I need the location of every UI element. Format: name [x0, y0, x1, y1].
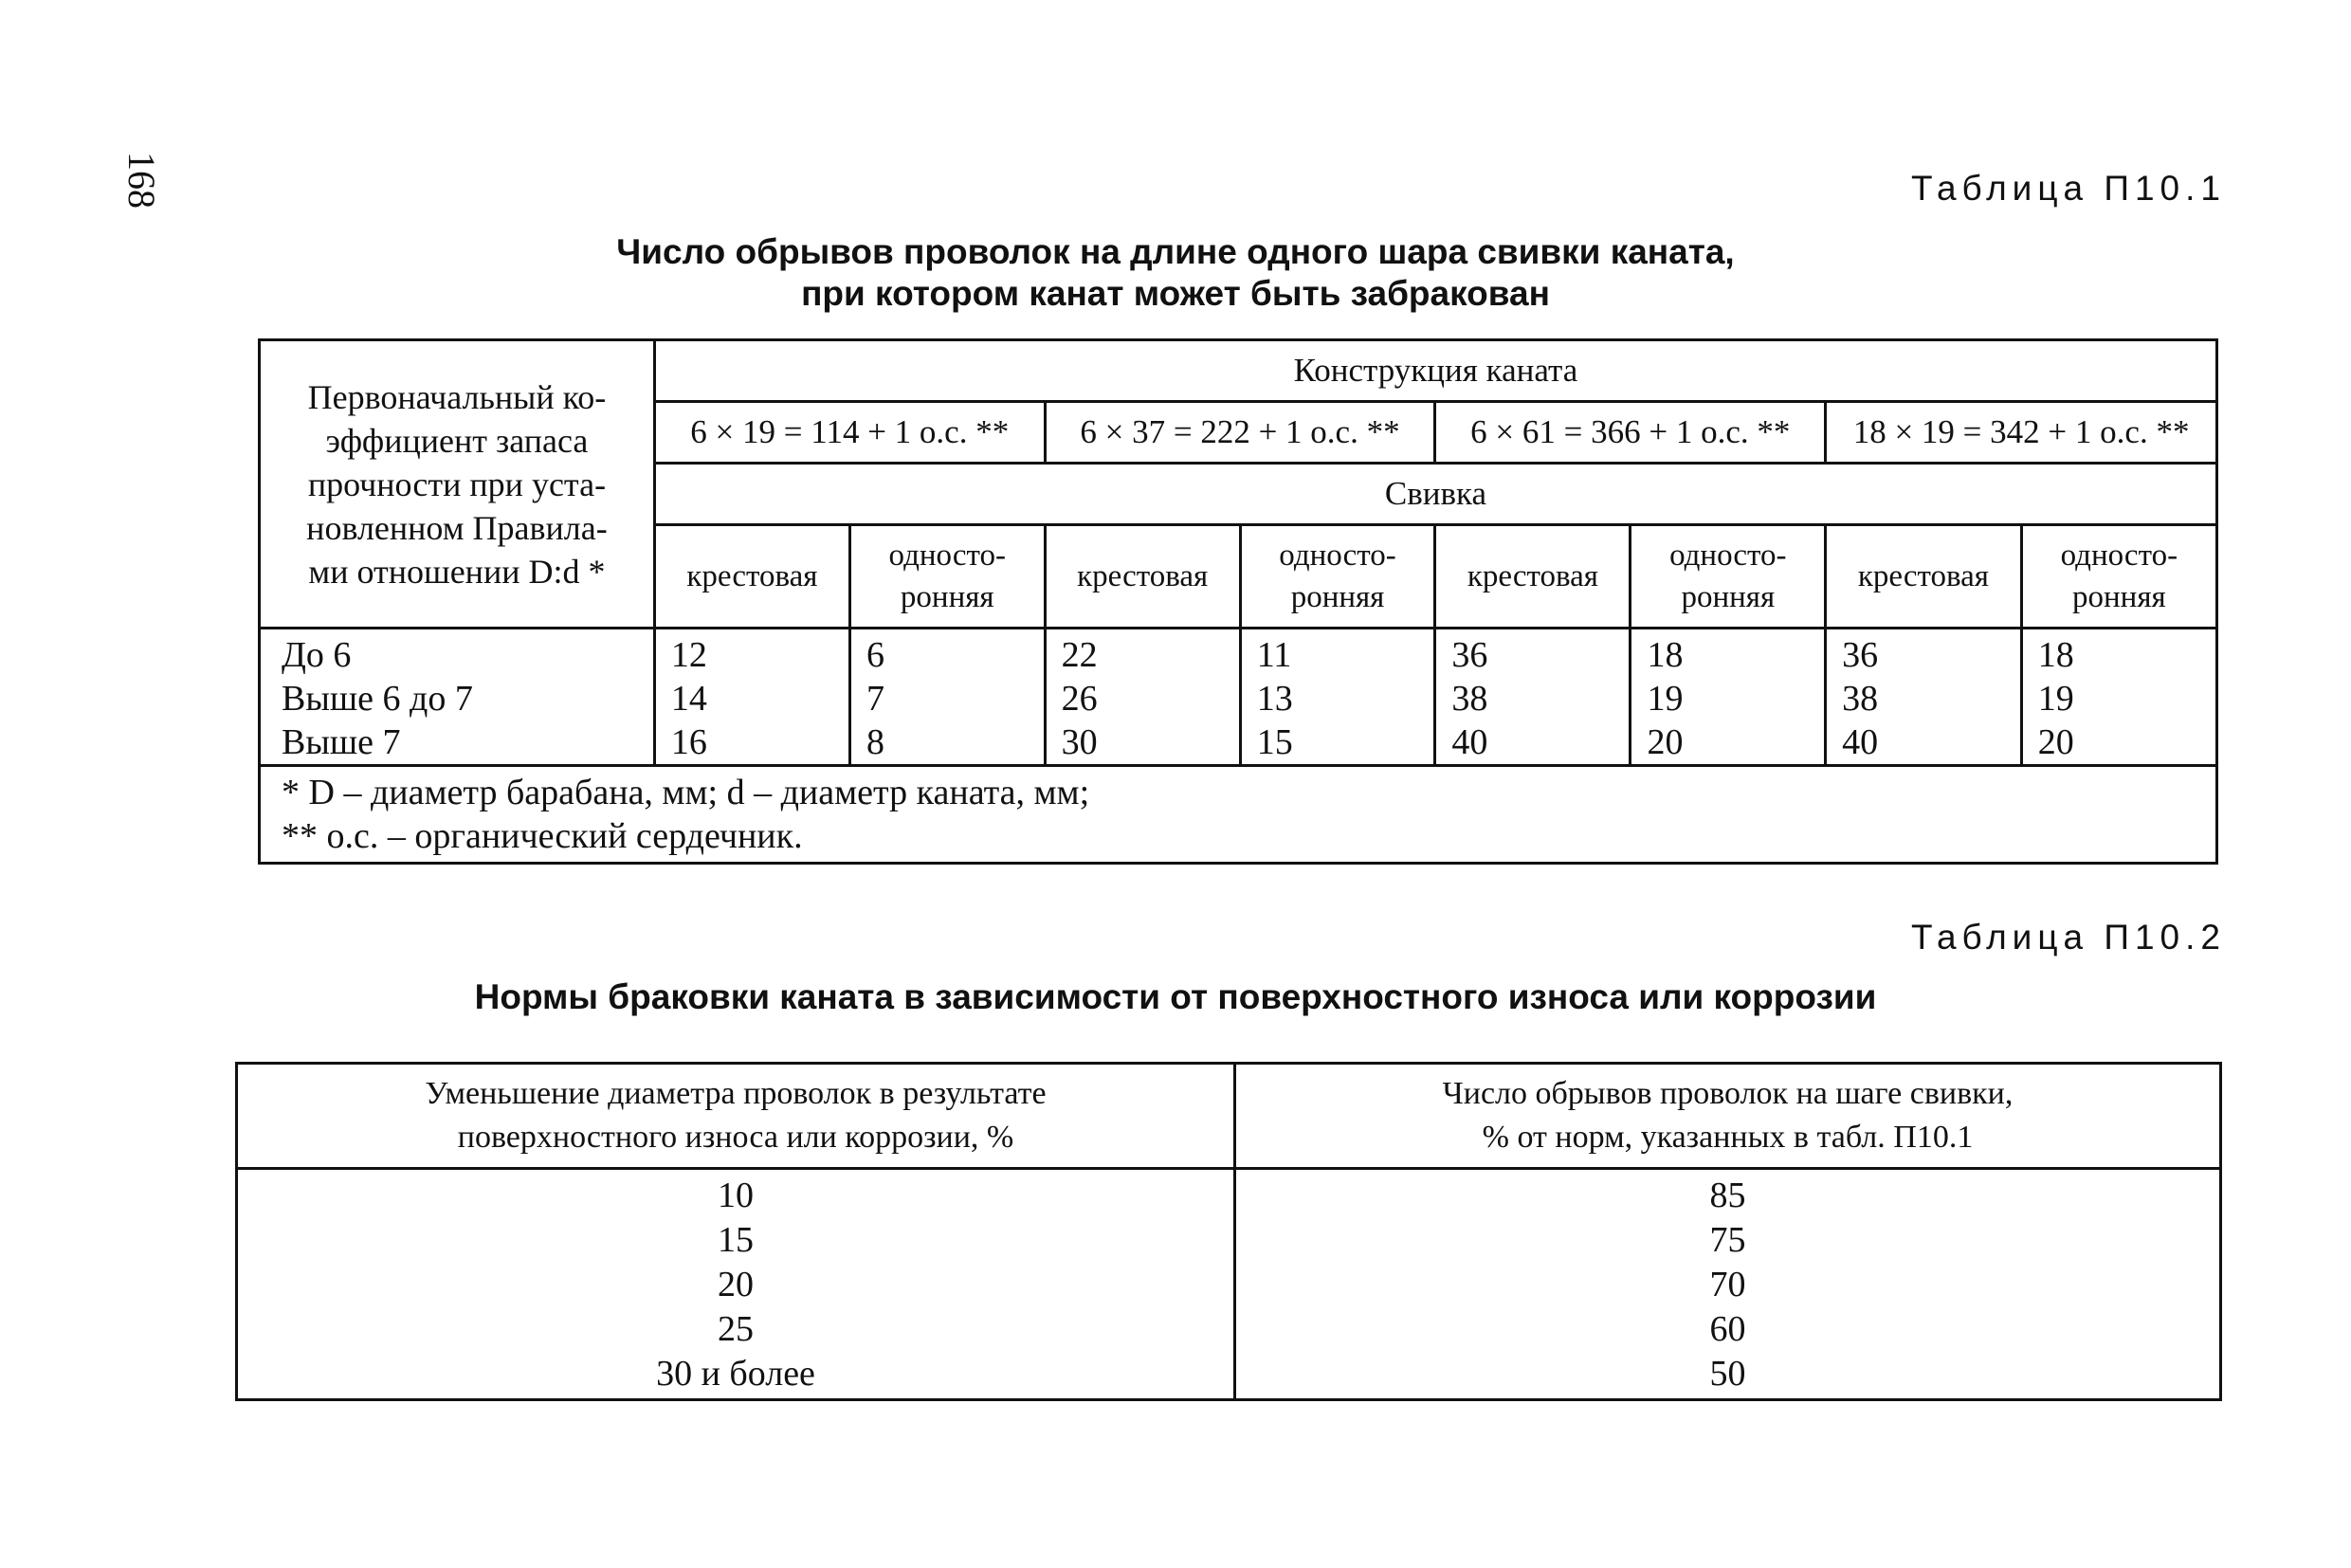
twist-type-header	[1045, 525, 1240, 629]
value: 36	[1842, 635, 1879, 675]
table1-caption: Таблица П10.1	[1911, 169, 2226, 208]
page-number: 168	[120, 152, 164, 209]
twist-group-header: Свивка	[654, 464, 2216, 525]
breaks-percent-values	[1235, 1169, 2221, 1400]
value-column	[2021, 629, 2216, 766]
twist-type-line: односто-	[1279, 538, 1396, 573]
twist-type-line: ронняя	[1681, 580, 1776, 614]
value-column	[1435, 629, 1631, 766]
construction-header: 6 × 61 = 366 + 1 о.с. **	[1435, 402, 1826, 464]
row-header-line: ми отношении D:d *	[308, 552, 606, 591]
construction-header: 6 × 19 = 114 + 1 о.с. **	[654, 402, 1045, 464]
value: 18	[2037, 635, 2074, 675]
breaks-percent-header	[1235, 1064, 2221, 1169]
value: 40	[1451, 722, 1488, 762]
value: 20	[718, 1265, 754, 1304]
table1-title-line1: Число обрывов проволок на длине одного шара свивки каната,	[616, 232, 1735, 271]
value: 7	[866, 679, 884, 719]
value: 75	[1709, 1220, 1746, 1260]
diameter-reduction-header	[237, 1064, 1235, 1169]
value: 11	[1256, 635, 1292, 675]
value-column	[1240, 629, 1435, 766]
value-column	[1631, 629, 1826, 766]
diameter-reduction-values	[237, 1169, 1235, 1400]
table1-title	[0, 231, 2351, 315]
value: 20	[1647, 722, 1684, 762]
row-header-line: новленном Правила-	[306, 508, 608, 547]
value-column	[849, 629, 1045, 766]
value: 26	[1061, 679, 1098, 719]
table-body-row	[260, 629, 2217, 766]
twist-type-header	[2021, 525, 2216, 629]
value: 15	[1256, 722, 1293, 762]
table2-title: Нормы браковки каната в зависимости от поверхностного износа или коррозии	[474, 977, 1877, 1016]
row-header-line: Первоначальный ко-	[307, 377, 607, 416]
value: 8	[866, 722, 884, 762]
table-body-row	[237, 1169, 2221, 1400]
header-line: поверхностного износа или коррозии, %	[457, 1120, 1014, 1155]
row-header-cell	[260, 340, 655, 629]
twist-type-header	[1631, 525, 1826, 629]
table-notes	[260, 766, 2217, 864]
row-label: Выше 6 до 7	[282, 679, 473, 719]
twist-type-line: крестовая	[686, 559, 818, 593]
footnote: * D – диаметр барабана, мм; d – диаметр каната, мм;	[282, 773, 1090, 812]
value: 13	[1256, 679, 1293, 719]
row-header-line: эффициент запаса	[325, 421, 589, 460]
value: 10	[718, 1176, 754, 1215]
value: 40	[1842, 722, 1879, 762]
value: 50	[1709, 1354, 1746, 1394]
value-column	[1045, 629, 1240, 766]
twist-type-line: крестовая	[1467, 559, 1598, 593]
wear-norms-table	[235, 1062, 2222, 1401]
row-header-line: прочности при уста-	[307, 465, 607, 503]
twist-type-line: крестовая	[1857, 559, 1989, 593]
twist-type-line: односто-	[2060, 538, 2178, 573]
value: 20	[2037, 722, 2074, 762]
twist-type-line: ронняя	[1290, 580, 1385, 614]
header-line: Число обрывов проволок на шаге свивки,	[1442, 1076, 2014, 1111]
value: 38	[1842, 679, 1879, 719]
twist-type-header	[1826, 525, 2022, 629]
value: 25	[718, 1309, 754, 1349]
value: 30	[1061, 722, 1098, 762]
twist-type-header	[1435, 525, 1631, 629]
table1-title-line2: при котором канат может быть забракован	[801, 274, 1550, 313]
value: 6	[866, 635, 884, 675]
twist-type-line: ронняя	[900, 580, 994, 614]
value: 36	[1451, 635, 1488, 675]
header-line: % от норм, указанных в табл. П10.1	[1482, 1120, 1974, 1155]
header-line: Уменьшение диаметра проволок в результате	[425, 1076, 1047, 1111]
value: 15	[718, 1220, 754, 1260]
value-column	[654, 629, 849, 766]
wire-breaks-table	[258, 338, 2218, 865]
row-label: Выше 7	[282, 722, 401, 762]
twist-type-line: односто-	[888, 538, 1006, 573]
value: 85	[1709, 1176, 1746, 1215]
table2-caption: Таблица П10.2	[1911, 918, 2226, 957]
construction-header: 18 × 19 = 342 + 1 о.с. **	[1826, 402, 2217, 464]
row-label: До 6	[282, 635, 352, 675]
value: 22	[1061, 635, 1098, 675]
footnote: ** о.с. – органический сердечник.	[282, 816, 803, 856]
value: 19	[2037, 679, 2074, 719]
construction-header: 6 × 37 = 222 + 1 о.с. **	[1045, 402, 1435, 464]
twist-type-line: ронняя	[2072, 580, 2166, 614]
value: 18	[1647, 635, 1684, 675]
value: 12	[670, 635, 707, 675]
twist-type-line: односто-	[1669, 538, 1787, 573]
value: 70	[1709, 1265, 1746, 1304]
value: 19	[1647, 679, 1684, 719]
value: 14	[670, 679, 707, 719]
value: 16	[670, 722, 707, 762]
value-column	[1826, 629, 2022, 766]
twist-type-header	[654, 525, 849, 629]
value: 60	[1709, 1309, 1746, 1349]
twist-type-line: крестовая	[1077, 559, 1209, 593]
row-labels-cell	[260, 629, 655, 766]
construction-group-header: Конструкция каната	[654, 340, 2216, 402]
value: 38	[1451, 679, 1488, 719]
value: 30 и более	[656, 1354, 815, 1394]
twist-type-header	[1240, 525, 1435, 629]
twist-type-header	[849, 525, 1045, 629]
